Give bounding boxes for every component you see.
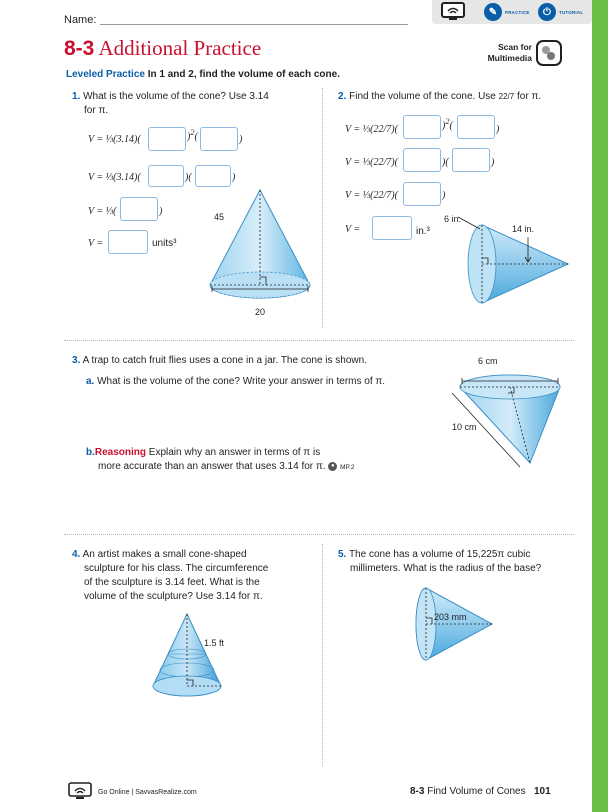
q3-prompt: 3. A trap to catch fruit flies uses a cone in a jar. The cone is shown. [72, 355, 367, 366]
monitor-icon[interactable] [440, 2, 466, 27]
q2-prompt: 2. Find the volume of the cone. Use 22/7 for π. [338, 91, 542, 102]
q4-prompt: 4. An artist makes a small cone-shaped sculpture for his class. The circumference of the sculpture is 3.14 feet. What is the volume of the sculpture? Use 3.14 for π. [72, 549, 269, 602]
q2-row4-label: V = [345, 224, 361, 235]
q2-row2-mid: )( [442, 157, 449, 168]
q1-row4-label: V = [88, 238, 104, 249]
q1-row1-close: ) [239, 134, 243, 145]
play-icon: ⏻ [538, 3, 556, 21]
q1-slant-label: 45 [214, 212, 225, 222]
mp-icon: ● [328, 462, 337, 471]
q5-height-label: 203 mm [434, 612, 467, 622]
q1-units: units³ [152, 238, 177, 249]
scan-for-multimedia: Scan for Multimedia [487, 42, 532, 63]
q2-row1-label: V = ⅓(22/7)( [345, 124, 398, 135]
q2-row3-close: ) [442, 190, 446, 201]
q1-row3-box[interactable] [120, 197, 158, 221]
q4-height-label: 1.5 ft [204, 638, 225, 648]
q2-height-label: 6 in. [444, 214, 462, 224]
q2-row1-box2[interactable] [457, 115, 495, 139]
q3a-prompt: a. What is the volume of the cone? Write your answer in terms of π. [86, 376, 386, 387]
pencil-icon: ✎ [484, 3, 502, 21]
q1-row1-label: V = ⅓(3.14)( [88, 134, 141, 145]
q1-row1-box1[interactable] [148, 127, 186, 151]
q1-row2-label: V = ⅓(3.14)( [88, 172, 141, 183]
q1-answer-box[interactable] [108, 230, 148, 254]
q1-row2-box2[interactable] [195, 165, 231, 187]
q1-row1-box2[interactable] [200, 127, 238, 151]
q5-cone-figure [398, 584, 498, 664]
q4-cone-figure [150, 610, 225, 702]
q5-prompt: 5. The cone has a volume of 15,225π cubic millimeters. What is the radius of the base? [338, 549, 542, 574]
divider-v-2 [322, 544, 323, 766]
q1-row3-close: ) [159, 206, 163, 217]
q2-row2-close: ) [491, 157, 495, 168]
q2-cone-figure [440, 215, 575, 305]
q2-row2-box1[interactable] [403, 148, 441, 172]
footer-go-online: Go Online | SavvasRealize.com [98, 789, 197, 796]
name-label: Name: [64, 14, 97, 26]
green-edge-bar [592, 0, 608, 812]
tab-tutorial[interactable]: ⏻ TUTORIAL [538, 3, 583, 21]
q1-row3-label: V = ⅓( [88, 206, 117, 217]
instructions: Leveled Practice In 1 and 2, find the volume of each cone. [66, 69, 340, 80]
tab-practice[interactable]: ✎ PRACTICE [484, 3, 530, 21]
q1-diameter-label: 20 [255, 307, 266, 317]
q3-diameter-label: 6 cm [478, 356, 498, 366]
page-number: 101 [533, 786, 551, 797]
q2-row1-box1[interactable] [403, 115, 441, 139]
q2-answer-box[interactable] [372, 216, 412, 240]
q2-row1-close: ) [496, 124, 500, 135]
divider-h-2 [64, 534, 574, 535]
q2-row2-label: V = ⅓(22/7)( [345, 157, 398, 168]
q1-prompt: 1. What is the volume of the cone? Use 3.14 for π. [72, 91, 269, 116]
monitor-icon [68, 782, 92, 805]
q2-row1-sup: )$^2$( [442, 117, 453, 132]
q2-diameter-label: 14 in. [512, 224, 535, 234]
q3-cone-figure [448, 365, 573, 475]
q2-row3-box[interactable] [403, 182, 441, 206]
q2-row2-box2[interactable] [452, 148, 490, 172]
name-line [100, 24, 408, 25]
q2-units: in.³ [416, 226, 430, 237]
q3b-prompt: b.Reasoning Explain why an answer in terms of π is more accurate than an answer that uses 3.14 for π. ● MP.2 [86, 447, 355, 472]
q3-height-label: 10 cm [452, 422, 477, 432]
footer-chapter: 8-3 Find Volume of Cones 101 [410, 786, 551, 797]
q1-cone-figure [200, 185, 320, 310]
q1-row2-close: ) [232, 172, 236, 183]
q1-row2-mid: )( [185, 172, 192, 183]
q1-row1-sup: )$^2$( [187, 128, 198, 143]
divider-v-1 [322, 88, 323, 328]
scan-icon[interactable] [536, 40, 562, 66]
q1-row2-box1[interactable] [148, 165, 184, 187]
q2-row3-label: V = ⅓(22/7)( [345, 190, 398, 201]
page-title: 8-3 Additional Practice [64, 36, 262, 60]
divider-h-1 [64, 340, 574, 341]
